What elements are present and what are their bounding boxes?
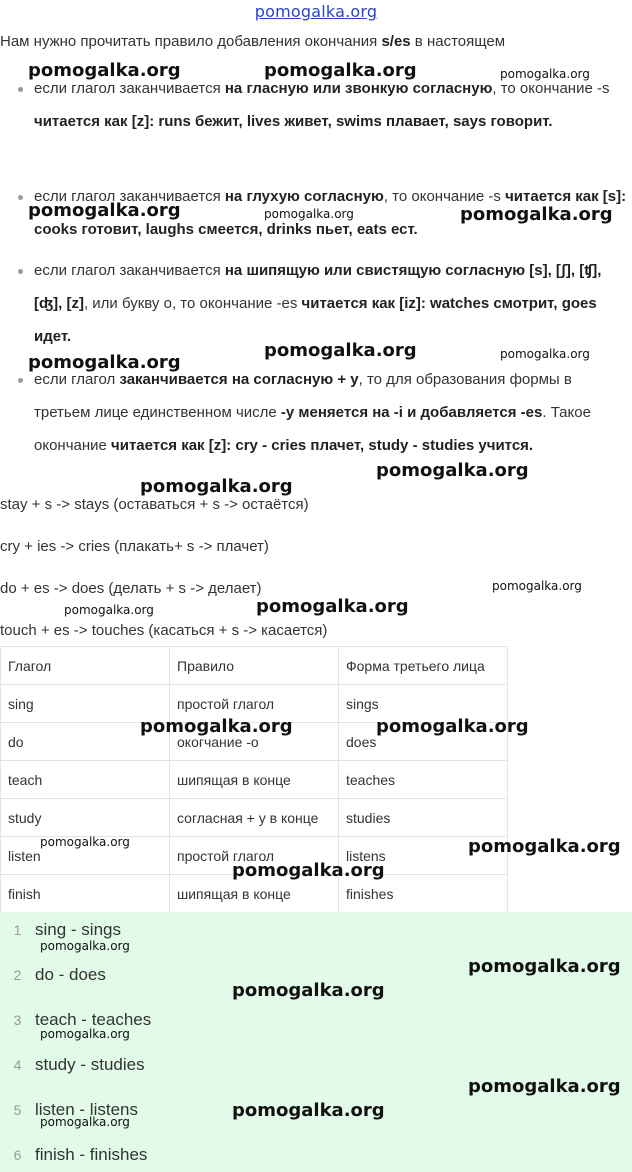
watermark: pomogalka.org: [40, 1115, 130, 1129]
table-header-row: [1, 647, 508, 685]
watermark: pomogalka.org: [28, 352, 181, 373]
table-cell: study: [1, 799, 170, 837]
answer-item: [0, 965, 106, 985]
table-cell: finish: [1, 875, 170, 913]
site-logo[interactable]: pomogalka.org: [254, 2, 378, 21]
table-cell: studies: [339, 799, 508, 837]
answer-text: study - studies: [35, 1055, 145, 1074]
rule-item: если глагол заканчивается на шипящую или свистящую согласную [s], [ʃ], [ʧ], [ʤ], [z], или букву о, то окончание -es читается как [iz]: watches смотрит, goes идет.: [18, 254, 630, 353]
example-line: stay + s -> stays (оставаться + s -> остаётся): [0, 496, 309, 513]
table-header: Глагол: [1, 647, 170, 685]
table-row: [1, 761, 508, 799]
rule-item: если глагол заканчивается на гласную или звонкую согласную, то окончание -s читается как [z]: runs бежит, lives живет, swims плавает, says говорит.: [18, 72, 630, 138]
table-cell: does: [339, 723, 508, 761]
watermark: pomogalka.org: [40, 1027, 130, 1041]
table-cell: teaches: [339, 761, 508, 799]
answer-item: [0, 920, 121, 940]
watermark: pomogalka.org: [500, 67, 590, 81]
table-cell: sing: [1, 685, 170, 723]
watermark: pomogalka.org: [64, 603, 154, 617]
watermark: pomogalka.org: [140, 716, 293, 737]
watermark: pomogalka.org: [376, 716, 529, 737]
watermark: pomogalka.org: [256, 596, 409, 617]
watermark: pomogalka.org: [492, 579, 582, 593]
table-cell: listens: [339, 837, 508, 875]
answer-number: 3: [13, 1012, 22, 1028]
watermark: pomogalka.org: [468, 956, 621, 977]
answer-number: 1: [13, 922, 22, 938]
table-cell: listen: [1, 837, 170, 875]
table-cell: sings: [339, 685, 508, 723]
table-cell: окогчание -о: [170, 723, 339, 761]
example-line: touch + es -> touches (касаться + s -> касается): [0, 622, 328, 639]
watermark: pomogalka.org: [232, 860, 385, 881]
table-cell: простой глагол: [170, 837, 339, 875]
table-row: [1, 799, 508, 837]
table-cell: finishes: [339, 875, 508, 913]
example-line: cry + ies -> cries (плакать+ s -> плачет): [0, 538, 269, 555]
watermark: pomogalka.org: [232, 980, 385, 1001]
answer-number: 6: [13, 1147, 22, 1163]
watermark: pomogalka.org: [468, 836, 621, 857]
answer-text: teach - teaches: [35, 1010, 152, 1029]
watermark: pomogalka.org: [460, 204, 613, 225]
table-cell: do: [1, 723, 170, 761]
answer-item: [0, 1055, 145, 1075]
watermark: pomogalka.org: [28, 200, 181, 221]
table-cell: шипящая в конце: [170, 875, 339, 913]
watermark: pomogalka.org: [264, 60, 417, 81]
rule-item: если глагол заканчивается на согласную + y, то для образования формы в третьем лице единственном числе -y меняется на -i и добавляется -es. Такое окончание читается как [z]: cry - cries плачет, study - studies учится.: [18, 363, 630, 462]
table-cell: шипящая в конце: [170, 761, 339, 799]
watermark: pomogalka.org: [264, 207, 354, 221]
watermark: pomogalka.org: [264, 340, 417, 361]
answer-text: finish - finishes: [35, 1145, 148, 1164]
example-line: do + es -> does (делать + s -> делает): [0, 580, 262, 597]
rule-item: если глагол заканчивается на глухую согласную, то окончание -s читается как [s]: cooks готовит, laughs смеется, drinks пьет, eats ест.: [18, 180, 630, 246]
answer-item: [0, 1145, 147, 1165]
watermark: pomogalka.org: [232, 1100, 385, 1121]
table-cell: teach: [1, 761, 170, 799]
answer-text: sing - sings: [35, 920, 121, 939]
watermark: pomogalka.org: [140, 476, 293, 497]
watermark: pomogalka.org: [40, 939, 130, 953]
answer-text: listen - listens: [35, 1100, 138, 1119]
intro-text: Нам нужно прочитать правило добавления окончания s/es в настоящем: [0, 33, 506, 50]
table-header: Форма третьего лица: [339, 647, 508, 685]
watermark: pomogalka.org: [28, 60, 181, 81]
table-header: Правило: [170, 647, 339, 685]
answer-text: do - does: [35, 965, 106, 984]
table-cell: простой глагол: [170, 685, 339, 723]
watermark: pomogalka.org: [468, 1076, 621, 1097]
answer-number: 4: [13, 1057, 22, 1073]
watermark: pomogalka.org: [500, 347, 590, 361]
answer-number: 2: [13, 967, 22, 983]
answer-number: 5: [13, 1102, 22, 1118]
watermark: pomogalka.org: [40, 835, 130, 849]
watermark: pomogalka.org: [376, 460, 529, 481]
table-cell: согласная + у в конце: [170, 799, 339, 837]
